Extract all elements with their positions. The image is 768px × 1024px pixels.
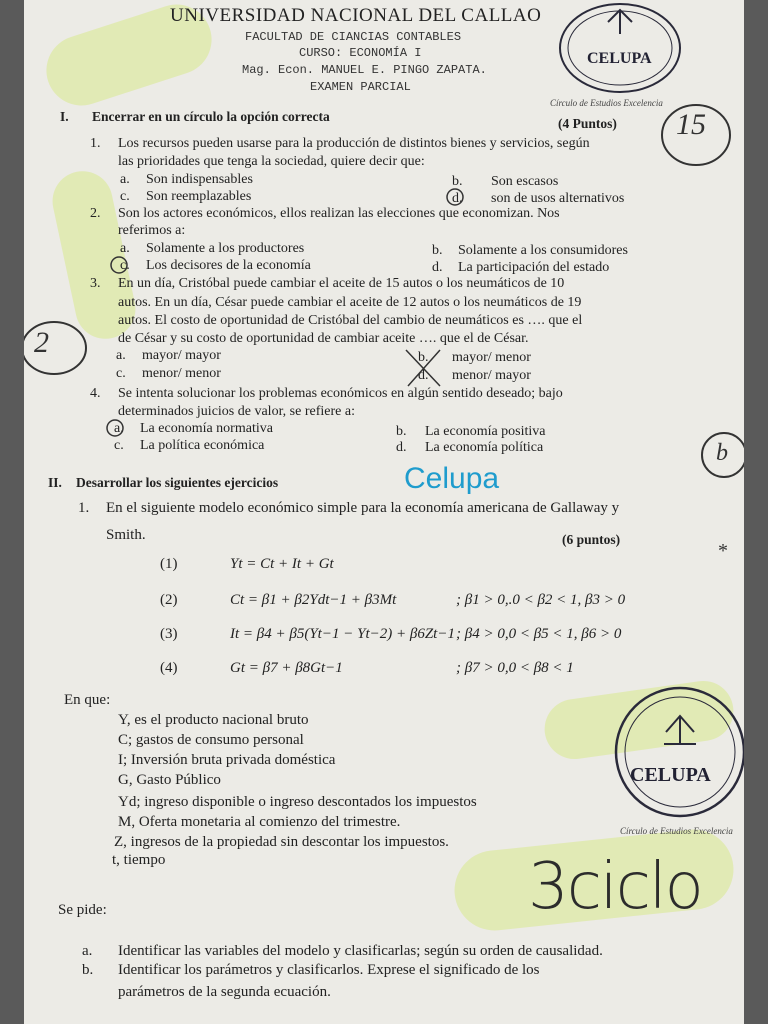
eq3-condition: ; β4 > 0,0 < β5 < 1, β6 > 0 — [456, 626, 622, 642]
eq4-condition: ; β7 > 0,0 < β8 < 1 — [456, 660, 574, 676]
q4-text-line1: Se intenta solucionar los problemas económicos en algún sentido deseado; bajo — [118, 386, 563, 401]
q1-text-line2: las prioridades que tenga la sociedad, quiere decir que: — [118, 154, 425, 169]
where-label: En que: — [64, 692, 111, 708]
eq2: Ct = β1 + β2Ydt−1 + β3Mt — [230, 592, 397, 608]
q3-option-d-letter: d. — [418, 368, 429, 383]
score-handwritten: 15 — [676, 108, 706, 141]
ask-a-text: Identificar las variables del modelo y clasificarlas; según su orden de causalidad. — [118, 943, 603, 959]
section-1-title: Encerrar en un círculo la opción correcta — [92, 109, 330, 124]
exercise-number: 1. — [78, 500, 90, 516]
celupa-watermark: Celupa — [404, 462, 500, 495]
ask-b-text-line1: Identificar los parámetros y clasificarlos. Exprese el significado de los — [118, 962, 540, 978]
q4-option-b: La economía positiva — [425, 424, 546, 439]
definition-item: t, tiempo — [112, 852, 166, 868]
eq4-number: (4) — [160, 660, 178, 676]
teacher-name: Mag. Econ. MANUEL E. PINGO ZAPATA. — [242, 63, 487, 77]
definition-item: Yd; ingreso disponible o ingreso descontados los impuestos — [118, 794, 477, 810]
q2-option-d: La participación del estado — [458, 260, 610, 275]
exercise-text-line1: En el siguiente modelo económico simple para la economía americana de Gallaway y — [106, 500, 620, 516]
definition-item: G, Gasto Público — [118, 772, 221, 788]
q2-option-b-letter: b. — [432, 243, 443, 258]
q4-number: 4. — [90, 386, 101, 401]
handwritten-cycle: 3ciclo — [528, 850, 702, 924]
stamp-top-sub: Círculo de Estudios Excelencia — [550, 98, 663, 108]
eq2-number: (2) — [160, 592, 178, 608]
q3-option-b-letter: b. — [418, 350, 429, 365]
q2-number: 2. — [90, 206, 101, 221]
exercise-points: (6 puntos) — [562, 532, 621, 547]
q3-text-line3: autos. El costo de oportunidad de Cristóbal del cambio de neumáticos es …. que el — [118, 313, 583, 328]
q1-option-b-letter: b. — [452, 174, 463, 189]
stamp-bottom-name: CELUPA — [630, 764, 711, 786]
q3-option-c-letter: c. — [116, 366, 126, 381]
q2-option-d-letter: d. — [432, 260, 443, 275]
celupa-stamp-bottom — [608, 682, 744, 822]
answer-circle — [102, 417, 128, 439]
exercise-text-line2: Smith. — [106, 527, 146, 543]
cross-mark — [400, 346, 450, 390]
asks-label: Se pide: — [58, 902, 107, 918]
q3-option-a: mayor/ mayor — [142, 348, 221, 363]
q4-option-c: La política económica — [140, 438, 265, 453]
ask-a-letter: a. — [82, 943, 93, 959]
q2-text-line1: Son los actores económicos, ellos realizan las elecciones que economizan. Nos — [118, 206, 560, 221]
q3-text-line4: de César y su costo de oportunidad de cambiar aceite …. que el de César. — [118, 331, 529, 346]
answer-circle — [442, 186, 468, 208]
eq3: It = β4 + β5(Yt−1 − Yt−2) + β6Zt−1 — [230, 626, 455, 642]
handwritten-star: * — [718, 540, 728, 562]
q4-option-a: La economía normativa — [140, 421, 273, 436]
q1-option-d: son de usos alternativos — [491, 191, 625, 206]
q4-option-b-letter: b. — [396, 424, 407, 439]
q3-option-b: mayor/ menor — [452, 350, 531, 365]
eq1-number: (1) — [160, 556, 178, 572]
exam-type: EXAMEN PARCIAL — [310, 80, 411, 94]
q2-option-a-letter: a. — [120, 241, 130, 256]
answer-circle — [106, 254, 132, 276]
q4-text-line2: determinados juicios de valor, se refiere a: — [118, 404, 355, 419]
q1-number: 1. — [90, 136, 101, 151]
q4-option-d-letter: d. — [396, 440, 407, 455]
stamp-top-name: CELUPA — [587, 50, 652, 67]
q1-option-a: Son indispensables — [146, 172, 253, 187]
q1-option-b: Son escasos — [491, 174, 559, 189]
eq1: Yt = Ct + It + Gt — [230, 556, 334, 572]
q1-text-line1: Los recursos pueden usarse para la producción de distintos bienes y servicios, según — [118, 136, 590, 151]
q1-option-d-letter: d. — [452, 191, 463, 206]
q4-option-c-letter: c. — [114, 438, 124, 453]
q3-number: 3. — [90, 276, 101, 291]
faculty-name: FACULTAD DE CIANCIAS CONTABLES — [245, 30, 462, 44]
q4-option-a-letter: a. — [114, 421, 124, 436]
definition-item: I; Inversión bruta privada doméstica — [118, 752, 336, 768]
ask-b-text-line2: parámetros de la segunda ecuación. — [118, 984, 331, 1000]
eq4: Gt = β7 + β8Gt−1 — [230, 660, 343, 676]
section-2-number: II. — [48, 475, 62, 490]
eq3-number: (3) — [160, 626, 178, 642]
handwritten-letter: b — [716, 440, 728, 466]
eq2-condition: ; β1 > 0,.0 < β2 < 1, β3 > 0 — [456, 592, 626, 608]
course-name: CURSO: ECONOMÍA I — [299, 46, 422, 60]
university-name: UNIVERSIDAD NACIONAL DEL CALLAO — [170, 5, 542, 26]
q3-text-line1: En un día, Cristóbal puede cambiar el aceite de 15 autos o los neumáticos de 10 — [118, 276, 565, 291]
exam-page — [24, 0, 744, 1024]
q2-option-c: Los decisores de la economía — [146, 258, 311, 273]
q1-option-c: Son reemplazables — [146, 189, 252, 204]
definition-item: C; gastos de consumo personal — [118, 732, 304, 748]
stamp-bottom-sub: Círculo de Estudios Excelencia — [620, 826, 733, 836]
q4-option-d: La economía política — [425, 440, 544, 455]
q3-text-line2: autos. En un día, César puede cambiar el aceite de 12 autos o los neumáticos de 19 — [118, 295, 582, 310]
q1-option-a-letter: a. — [120, 172, 130, 187]
definition-item: M, Oferta monetaria al comienzo del trimestre. — [118, 814, 401, 830]
q2-option-b: Solamente a los consumidores — [458, 243, 628, 258]
section-2-title: Desarrollar los siguientes ejercicios — [76, 475, 279, 490]
ask-b-letter: b. — [82, 962, 94, 978]
section-1-points: (4 Puntos) — [558, 116, 617, 131]
q1-option-c-letter: c. — [120, 189, 130, 204]
section-1-number: I. — [60, 109, 69, 124]
q3-option-a-letter: a. — [116, 348, 126, 363]
q2-option-c-letter: c. — [120, 258, 130, 273]
q2-text-line2: referimos a: — [118, 223, 186, 238]
q3-option-c: menor/ menor — [142, 366, 221, 381]
q3-option-d: menor/ mayor — [452, 368, 531, 383]
handwritten-number: 2 — [34, 326, 49, 359]
definition-item: Y, es el producto nacional bruto — [118, 712, 309, 728]
q2-option-a: Solamente a los productores — [146, 241, 305, 256]
definition-item: Z, ingresos de la propiedad sin descontar los impuestos. — [114, 834, 449, 850]
